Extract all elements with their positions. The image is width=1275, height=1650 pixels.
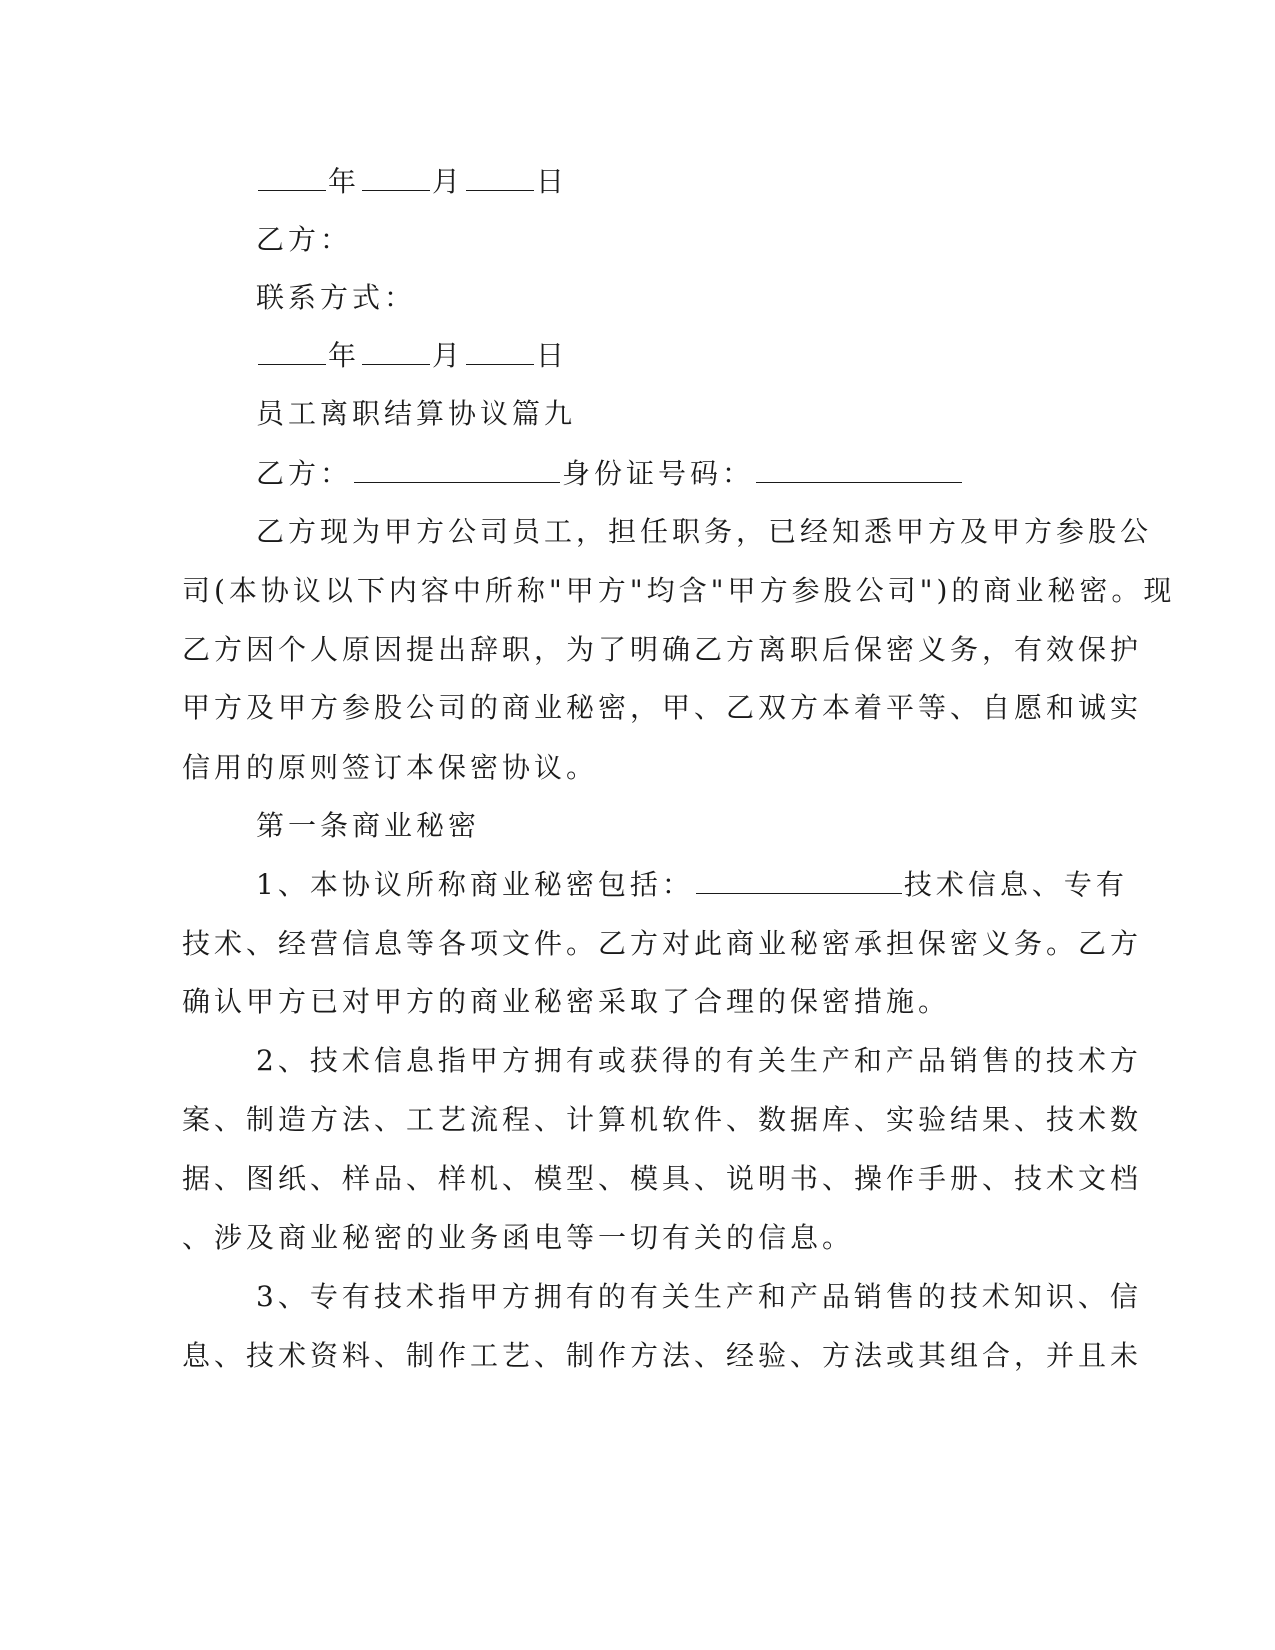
clause-1-tail: 技术信息、专有 [903,868,1128,901]
day-blank [466,338,534,365]
month-label: 月 [432,165,465,198]
clause-1-line: 确认甲方已对甲方的商业秘密采取了合理的保密措施。 [182,985,951,1018]
month-blank [362,338,430,365]
clause-2-line: 、涉及商业秘密的业务函电等一切有关的信息。 [182,1221,855,1254]
intro-line: 信用的原则签订本保密协议。 [182,751,599,784]
day-label: 日 [536,165,569,198]
party-b-label: 乙方： [256,223,353,256]
clause-2-line: 2、技术信息指甲方拥有或获得的有关生产和产品销售的技术方 [256,1044,1142,1077]
year-label: 年 [328,165,361,198]
party-b-label: 乙方： [256,457,353,490]
clause-2-line: 案、制造方法、工艺流程、计算机软件、数据库、实验结果、技术数 [182,1103,1143,1136]
party-b-name-blank [354,456,560,483]
article-title: 第一条商业秘密 [256,809,481,842]
intro-line: 司(本协议以下内容中所称"甲方"均含"甲方参股公司")的商业秘密。现 [182,574,1176,607]
clause-3-line: 息、技术资料、制作工艺、制作方法、经验、方法或其组合，并且未 [182,1339,1143,1372]
clause-2-line: 据、图纸、样品、样机、模型、模具、说明书、操作手册、技术文档 [182,1162,1143,1195]
intro-line: 乙方因个人原因提出辞职，为了明确乙方离职后保密义务，有效保护 [182,633,1143,666]
day-blank [466,164,534,191]
year-label: 年 [328,339,361,372]
clause-1-lead: 1、本协议所称商业秘密包括： [256,868,694,901]
clause-3-line: 3、专有技术指甲方拥有的有关生产和产品销售的技术知识、信 [256,1280,1142,1313]
id-number-label: 身份证号码： [562,457,755,490]
party-b-id-line [256,456,964,492]
day-label: 日 [536,339,569,372]
intro-line: 乙方现为甲方公司员工，担任职务，已经知悉甲方及甲方参股公 [256,515,1153,548]
clause-1-line: 技术、经营信息等各项文件。乙方对此商业秘密承担保密义务。乙方 [182,927,1143,960]
signature-date-line [256,164,568,200]
month-blank [362,164,430,191]
clause-1-first-line [256,867,1128,903]
section-title: 员工离职结算协议篇九 [256,397,577,430]
year-blank [258,164,326,191]
signature-date-line-2 [256,338,568,374]
month-label: 月 [432,339,465,372]
trade-secret-blank [696,867,902,894]
id-number-blank [756,456,962,483]
intro-line: 甲方及甲方参股公司的商业秘密，甲、乙双方本着平等、自愿和诚实 [182,691,1143,724]
year-blank [258,338,326,365]
contact-label: 联系方式： [256,281,417,314]
